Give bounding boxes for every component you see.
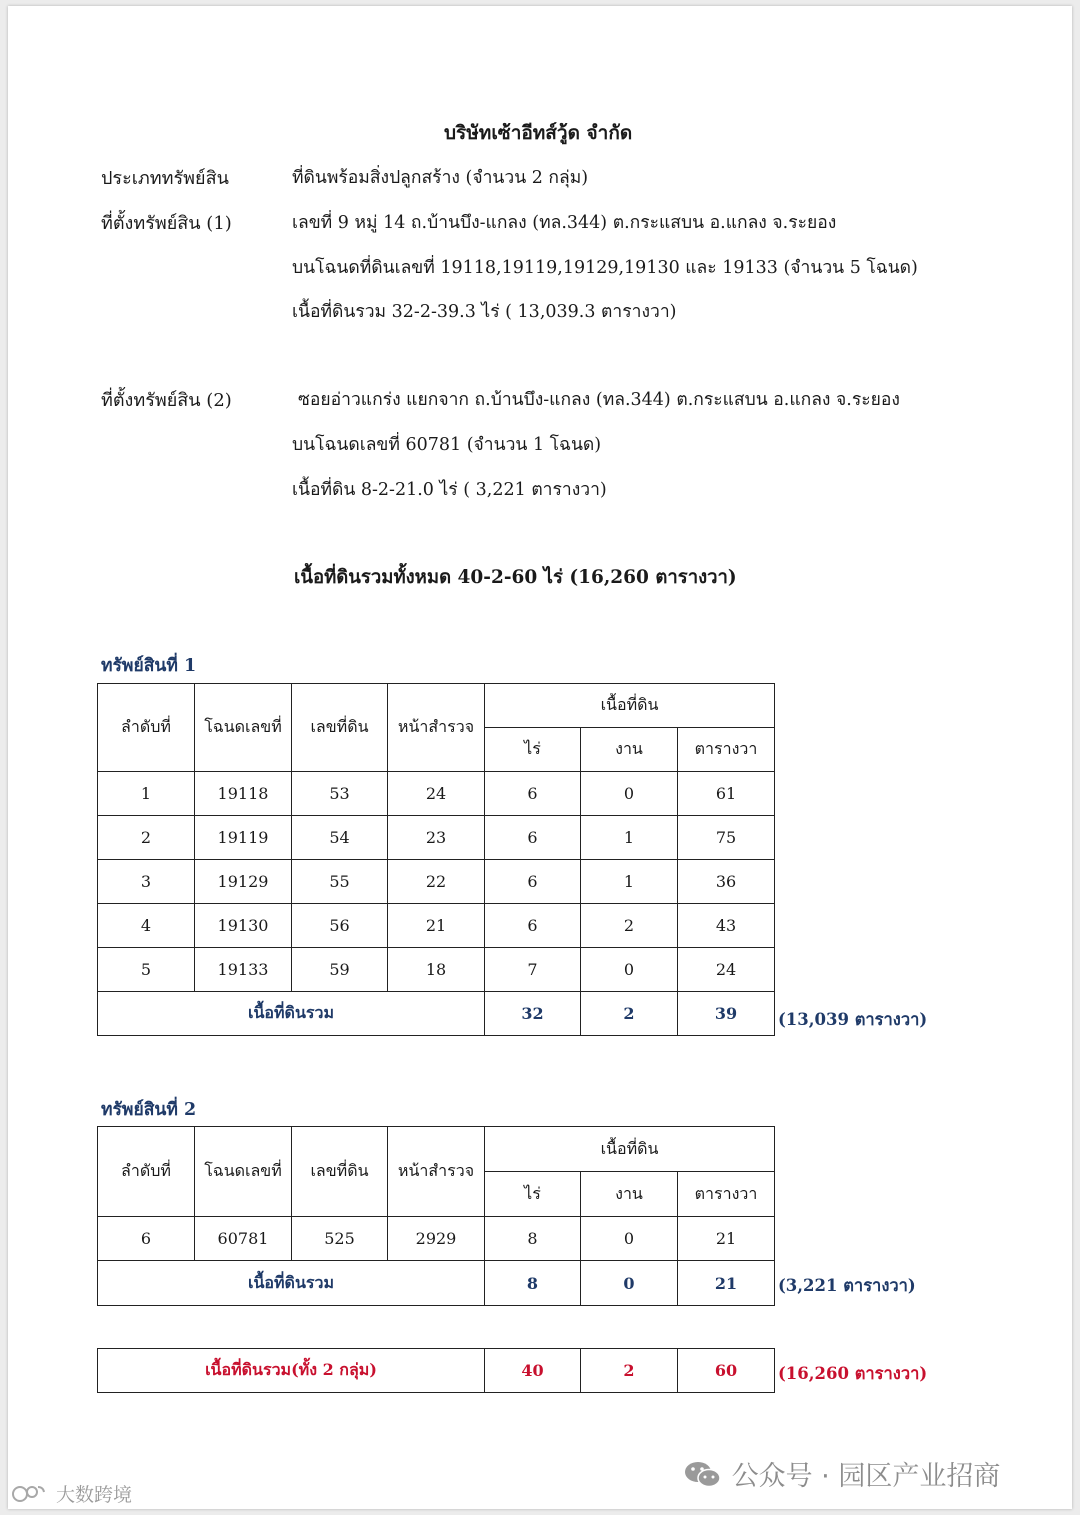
location2-line2: บนโฉนดเลขที่ 60781 (จำนวน 1 โฉนด) xyxy=(292,435,602,455)
location2-line3: เนื้อที่ดิน 8-2-21.0 ไร่ ( 3,221 ตารางวา) xyxy=(292,480,607,500)
cell-ngan: 0 xyxy=(581,772,678,816)
col-header-ngan: งาน xyxy=(581,728,678,772)
cell-survey: 23 xyxy=(388,816,485,860)
total-sqwa: 21 xyxy=(678,1261,775,1306)
cell-land-no: 56 xyxy=(292,904,388,948)
total-label: เนื้อที่ดินรวม xyxy=(98,992,485,1036)
cell-sqwa: 75 xyxy=(678,816,775,860)
cell-deed: 19118 xyxy=(195,772,292,816)
cell-sqwa: 61 xyxy=(678,772,775,816)
cell-rai: 7 xyxy=(485,948,581,992)
col-header-order: ลำดับที่ xyxy=(98,684,195,772)
col-header-rai: ไร่ xyxy=(485,1172,581,1217)
table-row xyxy=(98,772,775,816)
watermark-right-text: 公众号 · 园区产业招商 xyxy=(731,1461,1001,1492)
asset2-total-note: (3,221 ตารางวา) xyxy=(778,1276,916,1295)
cell-sqwa: 21 xyxy=(678,1217,775,1261)
table-row xyxy=(98,1217,775,1261)
total-ngan: 0 xyxy=(581,1261,678,1306)
col-header-deed: โฉนดเลขที่ xyxy=(195,684,292,772)
cell-order: 4 xyxy=(98,904,195,948)
cell-land-no: 55 xyxy=(292,860,388,904)
wechat-icon xyxy=(683,1459,723,1496)
asset1-total-note: (13,039 ตารางวา) xyxy=(778,1010,928,1029)
cell-rai: 8 xyxy=(485,1217,581,1261)
table-row xyxy=(98,860,775,904)
total-rai: 32 xyxy=(485,992,581,1036)
cell-order: 6 xyxy=(98,1217,195,1261)
cell-deed: 19129 xyxy=(195,860,292,904)
grand-total-heading: เนื้อที่ดินรวมทั้งหมด 40-2-60 ไร่ (16,260 ตารางวา) xyxy=(294,567,737,588)
col-header-area: เนื้อที่ดิน xyxy=(485,1127,775,1172)
table-row xyxy=(98,816,775,860)
cell-ngan: 1 xyxy=(581,860,678,904)
col-header-survey: หน้าสำรวจ xyxy=(388,1127,485,1217)
cell-ngan: 1 xyxy=(581,816,678,860)
asset-type-label: ประเภททรัพย์สิน xyxy=(101,168,229,189)
cell-land-no: 525 xyxy=(292,1217,388,1261)
watermark-left-text: 大数跨境 xyxy=(56,1484,133,1506)
cell-order: 3 xyxy=(98,860,195,904)
cell-ngan: 0 xyxy=(581,1217,678,1261)
asset1-table xyxy=(97,683,775,1036)
cell-rai: 6 xyxy=(485,904,581,948)
location1-label: ที่ตั้งทรัพย์สิน (1) xyxy=(101,213,232,234)
combined-table xyxy=(97,1348,775,1393)
table-row xyxy=(98,948,775,992)
cell-rai: 6 xyxy=(485,772,581,816)
cell-deed: 60781 xyxy=(195,1217,292,1261)
cell-rai: 6 xyxy=(485,860,581,904)
col-header-land-no: เลขที่ดิน xyxy=(292,684,388,772)
col-header-area: เนื้อที่ดิน xyxy=(485,684,775,728)
location1-line2: บนโฉนดที่ดินเลขที่ 19118,19119,19129,19130 และ 19133 (จำนวน 5 โฉนด) xyxy=(292,258,918,278)
cell-order: 5 xyxy=(98,948,195,992)
cell-sqwa: 43 xyxy=(678,904,775,948)
total-label: เนื้อที่ดินรวม xyxy=(98,1261,485,1306)
cell-order: 2 xyxy=(98,816,195,860)
total-sqwa: 39 xyxy=(678,992,775,1036)
cell-survey: 21 xyxy=(388,904,485,948)
location2-label: ที่ตั้งทรัพย์สิน (2) xyxy=(101,390,232,411)
combined-total-note: (16,260 ตารางวา) xyxy=(778,1364,928,1383)
col-header-order: ลำดับที่ xyxy=(98,1127,195,1217)
cell-order: 1 xyxy=(98,772,195,816)
company-title: บริษัทเซ้าอีทส์วู้ด จำกัด xyxy=(444,122,633,144)
cell-land-no: 53 xyxy=(292,772,388,816)
cell-survey: 24 xyxy=(388,772,485,816)
col-header-survey: หน้าสำรวจ xyxy=(388,684,485,772)
cell-deed: 19119 xyxy=(195,816,292,860)
location1-line1: เลขที่ 9 หมู่ 14 ถ.บ้านบึง-แกลง (ทล.344) ต.กระแสบน อ.แกลง จ.ระยอง xyxy=(292,213,837,233)
total-rai: 8 xyxy=(485,1261,581,1306)
cell-land-no: 54 xyxy=(292,816,388,860)
combined-rai: 40 xyxy=(485,1349,581,1393)
weibo-icon xyxy=(10,1482,50,1509)
asset-type-value: ที่ดินพร้อมสิ่งปลูกสร้าง (จำนวน 2 กลุ่ม) xyxy=(292,168,589,188)
cell-deed: 19133 xyxy=(195,948,292,992)
combined-label: เนื้อที่ดินรวม(ทั้ง 2 กลุ่ม) xyxy=(98,1349,485,1393)
col-header-land-no: เลขที่ดิน xyxy=(292,1127,388,1217)
cell-deed: 19130 xyxy=(195,904,292,948)
combined-sqwa: 60 xyxy=(678,1349,775,1393)
cell-survey: 2929 xyxy=(388,1217,485,1261)
location1-line3: เนื้อที่ดินรวม 32-2-39.3 ไร่ ( 13,039.3 ตารางวา) xyxy=(292,302,677,322)
col-header-sqwa: ตารางวา xyxy=(678,1172,775,1217)
asset1-title: ทรัพย์สินที่ 1 xyxy=(101,656,197,676)
total-ngan: 2 xyxy=(581,992,678,1036)
watermark-right xyxy=(683,1454,1000,1496)
combined-ngan: 2 xyxy=(581,1349,678,1393)
cell-survey: 18 xyxy=(388,948,485,992)
combined-total-row xyxy=(98,1349,775,1393)
asset2-table xyxy=(97,1126,775,1306)
col-header-ngan: งาน xyxy=(581,1172,678,1217)
table-row xyxy=(98,904,775,948)
col-header-sqwa: ตารางวา xyxy=(678,728,775,772)
location2-line1: ซอยอ่าวแกร่ง แยกจาก ถ.บ้านบึง-แกลง (ทล.344) ต.กระแสบน อ.แกลง จ.ระยอง xyxy=(298,390,900,410)
total-row xyxy=(98,1261,775,1306)
col-header-deed: โฉนดเลขที่ xyxy=(195,1127,292,1217)
cell-sqwa: 24 xyxy=(678,948,775,992)
cell-land-no: 59 xyxy=(292,948,388,992)
cell-sqwa: 36 xyxy=(678,860,775,904)
cell-survey: 22 xyxy=(388,860,485,904)
col-header-rai: ไร่ xyxy=(485,728,581,772)
asset2-title: ทรัพย์สินที่ 2 xyxy=(101,1100,197,1120)
total-row xyxy=(98,992,775,1036)
cell-ngan: 0 xyxy=(581,948,678,992)
cell-ngan: 2 xyxy=(581,904,678,948)
cell-rai: 6 xyxy=(485,816,581,860)
watermark-left xyxy=(10,1480,132,1509)
